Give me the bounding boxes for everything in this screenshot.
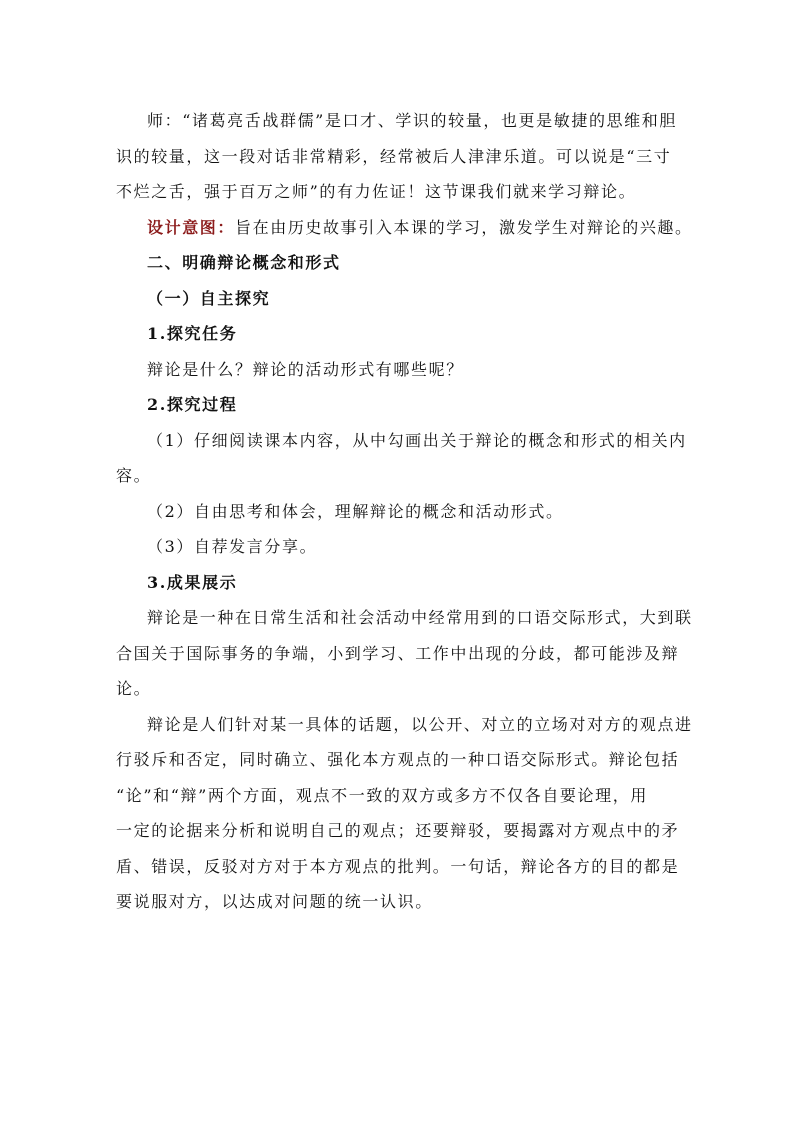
results-paragraph-2-line-4: 一定的论据来分析和说明自己的观点；还要辩驳，要揭露对方观点中的矛 [116,821,680,840]
process-step-1-line-2: 容。 [116,466,152,485]
results-paragraph-1-line-1: 辩论是一种在日常生活和社会活动中经常用到的口语交际形式，大到联 [147,608,693,627]
results-paragraph-2-line-3: “论”和“辩”两个方面，观点不一致的双方或多方不仅各自要论理，用 [116,785,648,805]
design-intent-label: 设计意图： [147,217,236,237]
intro-paragraph-line-3: 不烂之舌，强于百万之师”的有力佐证！这节课我们就来学习辩论。 [116,182,637,201]
results-heading: 3.成果展示 [147,572,238,592]
process-step-2: （2）自由思考和体会，理解辩论的概念和活动形式。 [147,501,564,521]
design-intent [116,210,693,246]
results-paragraph-2-line-1: 辩论是人们针对某一具体的话题，以公开、对立的立场对对方的观点进 [147,714,693,734]
document-body [116,103,693,920]
results-paragraph-2-line-5: 盾、错误，反驳对方对于本方观点的批判。一句话，辩论各方的目的都是 [116,856,680,876]
section-heading: 二、明确辩论概念和形式 [147,253,341,272]
intro-paragraph-line-1: 师：“诸葛亮舌战群儒”是口才、学识的较量，也更是敏捷的思维和胆 [147,111,677,130]
task-heading: 1.探究任务 [147,324,238,343]
intro-paragraph-line-2: 识的较量，这一段对话非常精彩，经常被后人津津乐道。可以说是“三寸 [116,146,672,166]
subsection-heading: （一）自主探究 [147,288,271,308]
design-intent-text: 旨在由历史故事引入本课的学习，激发学生对辩论的兴趣。 [235,217,693,237]
process-step-3: （3）自荐发言分享。 [147,537,318,556]
results-paragraph-2-line-6: 要说服对方，以达成对问题的统一认识。 [116,892,433,911]
results-paragraph-1-line-2: 合国关于国际事务的争端，小到学习、工作中出现的分歧，都可能涉及辩 [116,643,680,663]
process-heading: 2.探究过程 [147,395,238,414]
results-paragraph-1-line-3: 论。 [116,679,152,698]
process-step-1-line-1: （1）仔细阅读课本内容，从中勾画出关于辩论的概念和形式的相关内 [147,430,687,450]
task-question: 辩论是什么？辩论的活动形式有哪些呢？ [147,359,464,379]
results-paragraph-2-line-2: 行驳斥和否定，同时确立、强化本方观点的一种口语交际形式。辩论包括 [116,750,680,769]
